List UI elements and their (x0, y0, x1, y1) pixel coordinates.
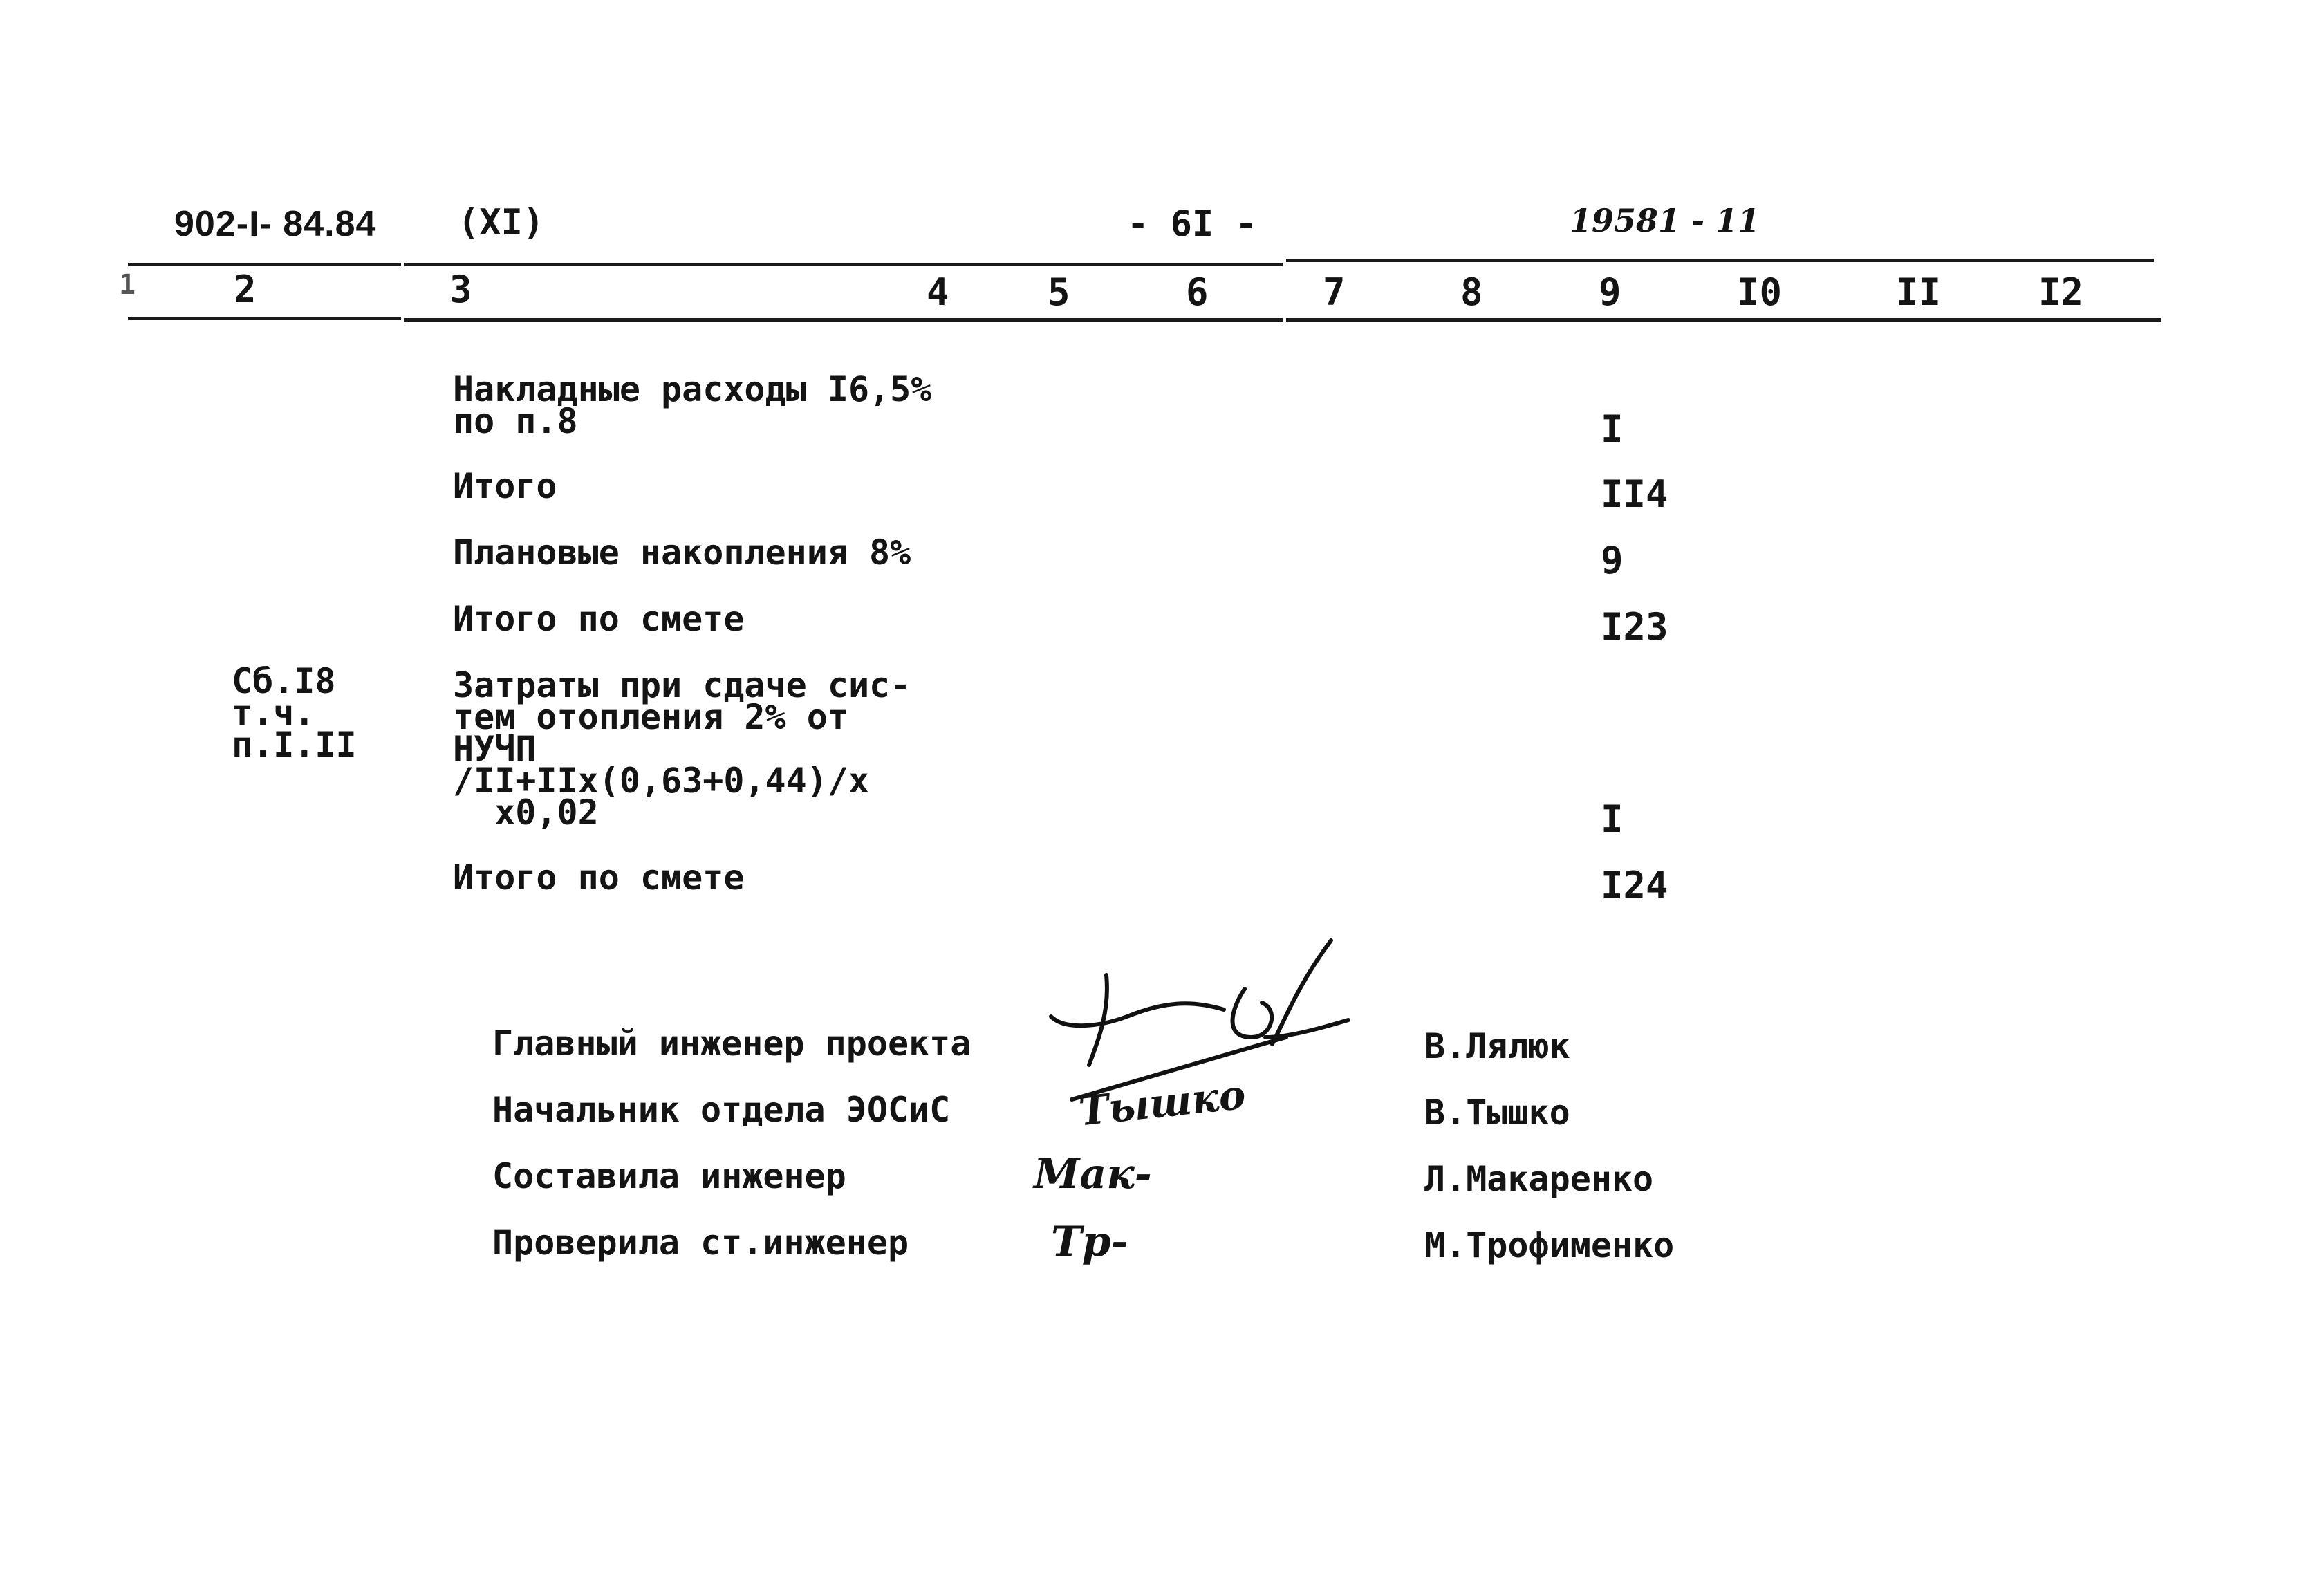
row-4-text: Итого по смете (453, 599, 745, 639)
column-number-4: 4 (927, 270, 949, 314)
document-code: 902-I- 84.84 (174, 204, 377, 244)
column-number-6: 6 (1186, 270, 1209, 314)
column-number-12: I2 (2038, 270, 2084, 314)
row-3-text: Плановые накопления 8% (453, 532, 911, 573)
row-2-text: Итого (453, 466, 557, 506)
row-4-value: I23 (1601, 605, 1668, 649)
row-5-text-line-3: НУЧП (453, 729, 537, 769)
row-5-text-line-4: /II+IIx(0,63+0,44)/x (453, 761, 870, 801)
signature-name-trofimenko: М.Трофименко (1424, 1225, 1675, 1265)
row-1-text-line-2: по п.8 (453, 401, 578, 441)
row-1-text-line-1: Накладные расходы I6,5% (453, 369, 932, 409)
signature-name-tyshko: В.Тышко (1424, 1093, 1570, 1133)
header-rule-bottom-left (128, 317, 401, 320)
row-5-ref-line-2: т.ч. (232, 693, 315, 733)
column-number-8: 8 (1460, 270, 1483, 314)
row-3-value: 9 (1601, 539, 1624, 582)
signature-role-checked-by: Проверила ст.инженер (492, 1223, 909, 1263)
signature-department-head-image: Тышко (1077, 1070, 1248, 1135)
signature-role-compiled-by: Составила инженер (492, 1156, 846, 1196)
header-rule-bottom-right (1286, 318, 2161, 322)
row-1-value: I (1601, 407, 1624, 451)
row-2-value: II4 (1601, 472, 1668, 516)
row-6-value: I24 (1601, 864, 1668, 907)
header-rule-top-left (128, 263, 401, 266)
inventory-number: 19581 - 11 (1570, 202, 1760, 239)
signature-checked-by-image: Тр- (1051, 1218, 1128, 1266)
column-number-11: II (1896, 270, 1942, 314)
row-5-ref-line-3: п.I.II (232, 725, 357, 765)
column-number-1: 1 (119, 269, 136, 301)
row-5-text-line-5: x0,02 (453, 792, 599, 833)
row-5-text-line-1: Затраты при сдаче сис- (453, 665, 911, 705)
signature-name-makarenko: Л.Макаренко (1424, 1159, 1654, 1199)
row-6-text: Итого по смете (453, 857, 745, 898)
volume-number: (XI) (458, 202, 545, 243)
page-number: - 6I - (1127, 203, 1257, 245)
signature-role-chief-engineer: Главный инженер проекта (492, 1023, 971, 1064)
row-5-value: I (1601, 797, 1624, 841)
row-5-text-line-2: тем отопления 2% от (453, 697, 848, 737)
column-number-2: 2 (234, 268, 257, 311)
row-5-ref-line-1: Сб.I8 (232, 661, 336, 701)
column-number-7: 7 (1323, 270, 1346, 314)
header-rule-top-mid (404, 263, 1283, 266)
column-number-5: 5 (1048, 270, 1070, 314)
header-rule-bottom-mid (404, 318, 1283, 322)
header-rule-top-right (1286, 259, 2154, 262)
column-number-9: 9 (1599, 270, 1621, 314)
signature-name-lyalyuk: В.Лялюк (1424, 1026, 1570, 1066)
signature-role-department-head: Начальник отдела ЭОСиС (492, 1090, 951, 1130)
column-number-10: I0 (1737, 270, 1783, 314)
signature-compiled-by-image: Мак- (1034, 1150, 1152, 1198)
column-number-3: 3 (449, 268, 472, 311)
